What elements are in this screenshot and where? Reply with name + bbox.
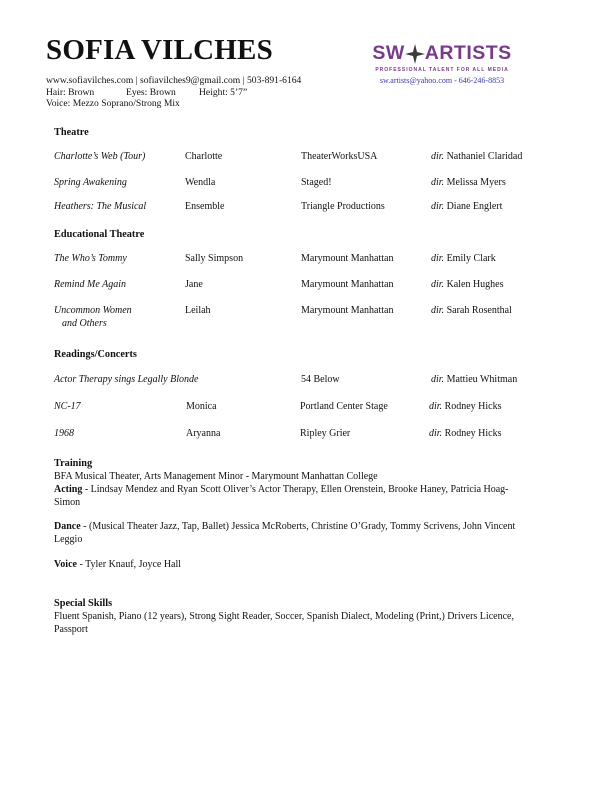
hair-color: Hair: Brown	[46, 87, 95, 98]
director: dir. Rodney Hicks	[429, 401, 502, 412]
logo-text-right: ARTISTS	[424, 42, 512, 65]
role: Charlotte	[185, 151, 223, 162]
company: Marymount Manhattan	[301, 305, 394, 316]
company: TheaterWorksUSA	[301, 151, 378, 162]
agency-logo	[352, 44, 532, 64]
star-icon	[405, 44, 425, 64]
show-title: Uncommon Women	[54, 305, 132, 316]
show-title: Remind Me Again	[54, 279, 127, 290]
separator: |	[133, 75, 141, 86]
height: Height: 5’7”	[199, 87, 248, 98]
director: dir. Rodney Hicks	[429, 428, 502, 439]
credit-row	[54, 201, 574, 214]
director: dir. Sarah Rosenthal	[431, 305, 512, 316]
director: dir. Emily Clark	[431, 253, 496, 264]
role: Ensemble	[185, 201, 225, 212]
actor-name: SOFIA VILCHES	[46, 34, 273, 66]
training-acting: Acting - Lindsay Mendez and Ryan Scott Oliver’s Actor Therapy, Ellen Orenstein, Brooke Haney, Patricia Hoag-Simon	[54, 484, 509, 508]
section-heading: Training	[54, 458, 93, 469]
agency-block	[352, 44, 532, 85]
role: Leilah	[185, 305, 211, 316]
phone-number: 503-891-6164	[246, 75, 302, 86]
section-heading: Theatre	[54, 127, 89, 138]
credit-row	[54, 428, 574, 441]
company: Marymount Manhattan	[301, 253, 394, 264]
credit-row	[54, 401, 574, 414]
show-title: NC-17	[54, 401, 81, 412]
section-heading: Readings/Concerts	[54, 349, 137, 360]
website-link[interactable]: www.sofiavilches.com	[46, 75, 134, 86]
director: dir. Melissa Myers	[431, 177, 506, 188]
training-degree: BFA Musical Theater, Arts Management Minor - Marymount Manhattan College	[54, 471, 378, 482]
credit-row	[54, 151, 574, 164]
eye-color: Eyes: Brown	[126, 87, 176, 98]
show-title: Charlotte’s Web (Tour)	[54, 151, 146, 162]
show-title: Heathers: The Musical	[54, 201, 147, 212]
company: 54 Below	[301, 374, 340, 385]
agency-contact: sw.artists@yahoo.com - 646-246-8853	[379, 76, 505, 85]
role: Wendla	[185, 177, 216, 188]
contact-line	[46, 75, 301, 86]
credit-row	[54, 279, 574, 292]
voice-type: Voice: Mezzo Soprano/Strong Mix	[46, 98, 180, 109]
show-title: The Who’s Tommy	[54, 253, 127, 264]
show-title: Spring Awakening	[54, 177, 127, 188]
role: Sally Simpson	[185, 253, 244, 264]
company: Ripley Grier	[300, 428, 351, 439]
separator: |	[240, 75, 247, 86]
director: dir. Nathaniel Claridad	[431, 151, 523, 162]
role: Aryanna	[186, 428, 221, 439]
credit-row	[54, 374, 574, 387]
agency-tagline: PROFESSIONAL TALENT FOR ALL MEDIA	[375, 67, 509, 73]
credit-row	[54, 305, 574, 318]
company: Staged!	[301, 177, 332, 188]
training-voice: Voice - Tyler Knauf, Joyce Hall	[54, 559, 182, 570]
company: Portland Center Stage	[300, 401, 388, 412]
stats-line	[46, 87, 247, 98]
skills-text: Fluent Spanish, Piano (12 years), Strong Sight Reader, Soccer, Spanish Dialect, Modeling (Print,) Drivers Licence, Passport	[54, 611, 514, 635]
role: Jane	[185, 279, 203, 290]
logo-text-left: SW	[372, 42, 405, 65]
company: Marymount Manhattan	[301, 279, 394, 290]
training-dance: Dance - (Musical Theater Jazz, Tap, Ballet) Jessica McRoberts, Christine O’Grady, Tommy Scrivens, John Vincent Leggio	[54, 521, 516, 545]
section-heading: Special Skills	[54, 598, 113, 609]
section-heading: Educational Theatre	[54, 229, 145, 240]
show-title: Actor Therapy sings Legally Blonde	[54, 374, 199, 385]
role: Monica	[186, 401, 217, 412]
company: Triangle Productions	[301, 201, 385, 212]
director: dir. Diane Englert	[431, 201, 503, 212]
show-title: 1968	[54, 428, 74, 439]
email-link[interactable]: sofiavilches9@gmail.com	[140, 75, 241, 86]
credit-row	[54, 177, 574, 190]
director: dir. Mattieu Whitman	[431, 374, 518, 385]
credit-row	[54, 253, 574, 266]
director: dir. Kalen Hughes	[431, 279, 504, 290]
show-title-continued: and Others	[62, 318, 107, 329]
